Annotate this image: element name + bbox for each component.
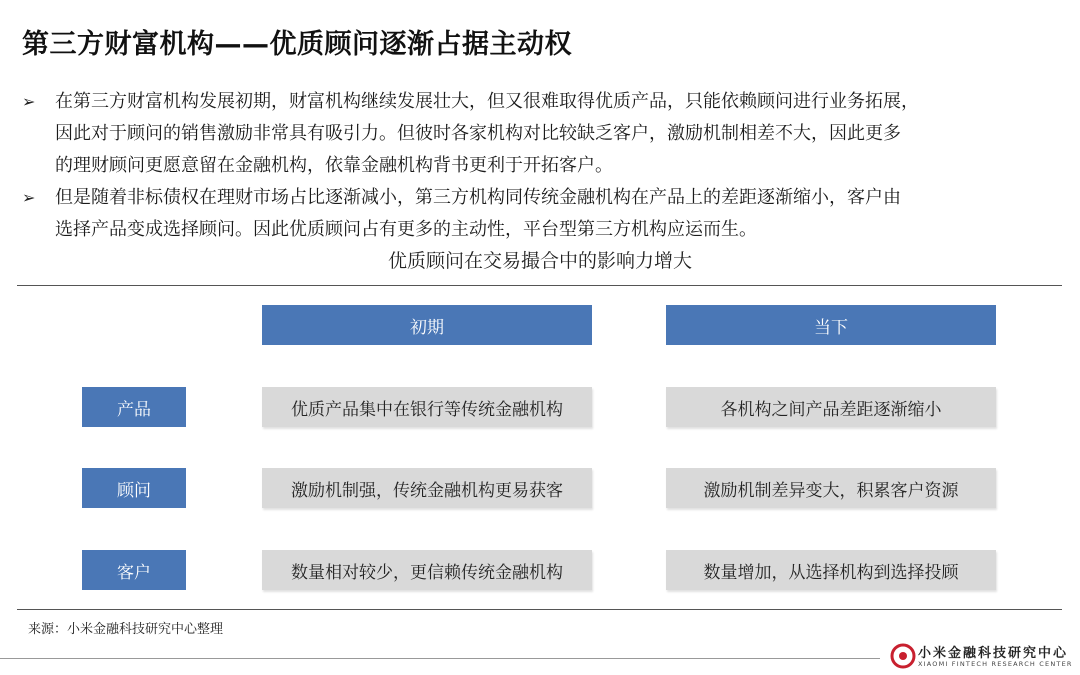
bullet-line: 选择产品变成选择顾问。因此优质顾问占有更多的主动性，平台型第三方机构应运而生。 <box>55 219 757 240</box>
bullet-line: 的理财顾问更愿意留在金融机构，依靠金融机构背书更利于开拓客户。 <box>55 155 613 176</box>
xiaomi-fintech-logo-icon <box>890 643 916 669</box>
bullet-line: 因此对于顾问的销售激励非常具有吸引力。但彼时各家机构对比较缺乏客户，激励机制相差不大，因此更多 <box>55 123 901 144</box>
table-top-rule <box>17 285 1062 286</box>
row-label-client: 客户 <box>82 550 186 590</box>
bullet-item <box>22 86 1067 182</box>
table-cell: 数量相对较少，更信赖传统金融机构 <box>262 550 592 590</box>
table-cell: 各机构之间产品差距逐渐缩小 <box>666 387 996 427</box>
source-note: 来源：小米金融科技研究中心整理 <box>28 622 224 637</box>
footer-divider <box>0 658 880 659</box>
bullet-list <box>22 86 1067 246</box>
column-header-early: 初期 <box>262 305 592 345</box>
table-cell: 激励机制差异变大，积累客户资源 <box>666 468 996 508</box>
arrow-bullet-icon: ➢ <box>22 188 36 207</box>
table-caption: 优质顾问在交易撮合中的影响力增大 <box>387 250 692 272</box>
column-header-now: 当下 <box>666 305 996 345</box>
table-cell: 激励机制强，传统金融机构更易获客 <box>262 468 592 508</box>
row-label-advisor: 顾问 <box>82 468 186 508</box>
logo-subname: XIAOMI FINTECH RESEARCH CENTER <box>918 660 1073 668</box>
bullet-item <box>22 182 1067 246</box>
brand-logo <box>888 640 1078 672</box>
row-label-product: 产品 <box>82 387 186 427</box>
table-bottom-rule <box>17 609 1062 610</box>
bullet-line: 在第三方财富机构发展初期，财富机构继续发展壮大，但又很难取得优质产品，只能依赖顾问进行业务拓展， <box>55 91 919 112</box>
table-cell: 数量增加，从选择机构到选择投顾 <box>666 550 996 590</box>
table-cell: 优质产品集中在银行等传统金融机构 <box>262 387 592 427</box>
arrow-bullet-icon: ➢ <box>22 92 36 111</box>
bullet-line: 但是随着非标债权在理财市场占比逐渐减小，第三方机构同传统金融机构在产品上的差距逐渐缩小，客户由 <box>55 187 901 208</box>
logo-name: 小米金融科技研究中心 <box>918 646 1069 661</box>
page-title: 第三方财富机构——优质顾问逐渐占据主动权 <box>22 29 572 60</box>
